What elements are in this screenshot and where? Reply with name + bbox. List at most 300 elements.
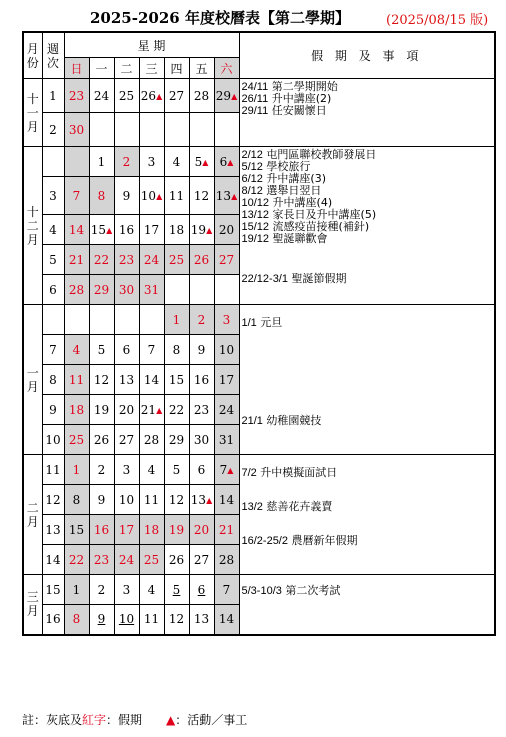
week-number: 13: [42, 515, 64, 545]
day-cell: [64, 575, 89, 605]
day-cell: [189, 575, 214, 605]
day-number: 11: [68, 372, 85, 387]
day-number: 13: [215, 188, 232, 203]
day-number: 17: [143, 222, 160, 237]
day-cell: [164, 215, 189, 245]
week-number: 1: [42, 79, 64, 113]
day-cell: [114, 335, 139, 365]
day-cell: [114, 575, 139, 605]
event-text: 升中講座(2): [271, 92, 332, 105]
day-cell: [214, 425, 239, 455]
day-number: 4: [147, 582, 156, 597]
day-cell: [139, 545, 164, 575]
day-number: 17: [118, 522, 135, 537]
day-cell: [214, 575, 239, 605]
day-number: 18: [143, 522, 160, 537]
day-number: 10: [118, 492, 135, 507]
day-number: 9: [97, 492, 106, 507]
calendar-week-row: [23, 305, 495, 335]
event-text: 流感疫苗接種(補針): [272, 220, 370, 233]
day-number: 6: [122, 342, 131, 357]
day-cell: [189, 605, 214, 635]
day-cell: [89, 305, 114, 335]
day-number: 30: [68, 122, 85, 137]
day-number: 2: [197, 312, 206, 327]
day-cell: [64, 305, 89, 335]
day-cell: [64, 215, 89, 245]
activity-triangle-icon: ▲: [202, 157, 209, 167]
day-number: 19: [190, 222, 207, 237]
day-number: 24: [218, 402, 235, 417]
month-label: 十 一 月: [23, 79, 42, 147]
event-date: 1/1: [241, 317, 257, 329]
day-cell: [114, 79, 139, 113]
day-cell: [139, 425, 164, 455]
day-number: 14: [143, 372, 160, 387]
day-cell: [114, 245, 139, 275]
version-label: (2025/08/15 版): [386, 13, 489, 28]
day-number: 8: [72, 612, 81, 627]
day-number: 25: [118, 88, 135, 103]
calendar-week-row: [23, 455, 495, 485]
day-number: 4: [172, 154, 181, 169]
day-number: 22: [68, 552, 85, 567]
event-text: 升中模擬面試日: [260, 466, 338, 479]
day-cell: [64, 147, 89, 177]
day-number: 28: [193, 88, 210, 103]
activity-triangle-icon: ▲: [231, 91, 238, 101]
day-cell: [89, 275, 114, 305]
day-number: 1: [72, 462, 81, 477]
legend-triangle-icon: ▲: [166, 713, 176, 727]
day-cell: [189, 545, 214, 575]
day-number: 15: [90, 222, 107, 237]
day-number: 17: [218, 372, 235, 387]
day-cell: [139, 305, 164, 335]
legend-middle: ：假期: [106, 713, 167, 727]
event-text: 升中講座(3): [266, 172, 327, 185]
day-cell: [64, 79, 89, 113]
day-cell: [164, 147, 189, 177]
month-label: 十 二 月: [23, 147, 42, 305]
day-cell: [139, 113, 164, 147]
day-cell: [164, 275, 189, 305]
activity-triangle-icon: ▲: [156, 191, 163, 201]
day-number: 24: [118, 552, 135, 567]
day-number: 2: [97, 462, 106, 477]
day-number: 5: [172, 462, 181, 477]
day-number: 28: [218, 552, 235, 567]
weekday-header-1: 一: [89, 58, 114, 79]
calendar-table: [22, 31, 496, 636]
day-cell: [139, 605, 164, 635]
day-cell: [89, 177, 114, 215]
day-number: 12: [168, 612, 185, 627]
day-cell: [164, 425, 189, 455]
event-text: 屯門區聯校教師發展日: [266, 148, 377, 161]
day-number: 9: [122, 188, 131, 203]
event-text: 第二次考試: [285, 584, 341, 597]
day-cell: [164, 485, 189, 515]
day-cell: [89, 395, 114, 425]
events-header: 假 期 及 事 項: [239, 32, 495, 79]
day-cell: [114, 605, 139, 635]
day-number: 6: [219, 154, 228, 169]
weekday-header-2: 二: [114, 58, 139, 79]
day-number: 8: [72, 492, 81, 507]
day-number: 1: [172, 312, 181, 327]
day-cell: [214, 113, 239, 147]
event-date: 19/12: [241, 233, 270, 245]
day-cell: [114, 545, 139, 575]
day-number: 31: [143, 282, 160, 297]
day-number: 9: [97, 612, 106, 627]
day-cell: [189, 335, 214, 365]
event-date: 16/2-25/2: [241, 535, 288, 547]
day-cell: [139, 275, 164, 305]
event-text: 聖誕聯歡會: [272, 232, 328, 245]
day-cell: [164, 605, 189, 635]
day-cell: [64, 365, 89, 395]
day-number: 3: [122, 582, 131, 597]
event-item: [242, 535, 495, 547]
day-number: 5: [97, 342, 106, 357]
day-cell: [164, 113, 189, 147]
day-cell: [214, 245, 239, 275]
week-number: 8: [42, 365, 64, 395]
day-number: 31: [218, 432, 235, 447]
event-text: 升中講座(4): [272, 196, 333, 209]
day-cell: [64, 455, 89, 485]
day-number: 20: [218, 222, 235, 237]
event-date: 7/2: [241, 467, 257, 479]
event-text: 選舉日翌日: [266, 184, 322, 197]
day-cell: [89, 147, 114, 177]
event-date: 13/2: [241, 501, 263, 513]
day-number: 3: [122, 462, 131, 477]
day-number: 23: [93, 552, 110, 567]
day-cell: [64, 335, 89, 365]
day-cell: [164, 177, 189, 215]
event-item: [242, 233, 495, 245]
event-date: 6/12: [241, 173, 263, 185]
day-cell: [189, 365, 214, 395]
day-cell: [114, 113, 139, 147]
event-item: [242, 501, 495, 513]
event-item: [242, 585, 495, 597]
day-number: 26: [93, 432, 110, 447]
day-number: 10: [140, 188, 157, 203]
day-cell: [89, 245, 114, 275]
weekday-header-6: 六: [214, 58, 239, 79]
day-number: 27: [218, 252, 235, 267]
event-text: 農曆新年假期: [291, 534, 358, 547]
day-number: 12: [168, 492, 185, 507]
day-cell: [189, 147, 214, 177]
week-number: 2: [42, 113, 64, 147]
week-number: 6: [42, 275, 64, 305]
day-cell: [214, 455, 239, 485]
week-number: 14: [42, 545, 64, 575]
day-number: 24: [143, 252, 160, 267]
day-number: 1: [97, 154, 106, 169]
day-number: 22: [168, 402, 185, 417]
day-cell: [139, 455, 164, 485]
day-cell: [164, 395, 189, 425]
event-item: [242, 467, 495, 479]
event-date: 29/11: [241, 105, 269, 117]
day-cell: [89, 575, 114, 605]
day-cell: [114, 147, 139, 177]
day-number: 24: [93, 88, 110, 103]
event-date: 2/12: [241, 149, 263, 161]
day-cell: [139, 177, 164, 215]
day-number: 3: [147, 154, 156, 169]
day-cell: [164, 515, 189, 545]
month-events: [239, 455, 495, 575]
day-number: 27: [168, 88, 185, 103]
day-number: 19: [168, 522, 185, 537]
day-number: 12: [193, 188, 210, 203]
calendar-week-row: [23, 575, 495, 605]
event-text: 第二學期開始: [271, 80, 338, 93]
day-cell: [114, 215, 139, 245]
day-cell: [89, 113, 114, 147]
day-cell: [64, 605, 89, 635]
weekday-header-4: 四: [164, 58, 189, 79]
day-number: 14: [68, 222, 85, 237]
day-cell: [89, 545, 114, 575]
day-number: 27: [193, 552, 210, 567]
day-cell: [189, 79, 214, 113]
day-cell: [139, 575, 164, 605]
day-number: 14: [218, 612, 235, 627]
event-item: [242, 415, 495, 427]
event-item: [242, 273, 495, 285]
event-text: 家長日及升中講座(5): [272, 208, 377, 221]
day-number: 10: [218, 342, 235, 357]
week-number: 9: [42, 395, 64, 425]
day-cell: [89, 485, 114, 515]
day-number: 29: [93, 282, 110, 297]
day-cell: [139, 215, 164, 245]
weekday-header-0: 日: [64, 58, 89, 79]
title-row: [0, 4, 506, 28]
day-cell: [189, 113, 214, 147]
day-cell: [214, 335, 239, 365]
event-text: 學校旅行: [266, 160, 311, 173]
month-events: [239, 575, 495, 635]
activity-triangle-icon: ▲: [206, 225, 213, 235]
day-cell: [214, 395, 239, 425]
week-number: 15: [42, 575, 64, 605]
day-number: 5: [194, 154, 203, 169]
day-number: 16: [93, 522, 110, 537]
week-number: 3: [42, 177, 64, 215]
day-cell: [114, 365, 139, 395]
day-cell: [214, 485, 239, 515]
day-cell: [114, 485, 139, 515]
day-number: 25: [68, 432, 85, 447]
day-cell: [64, 245, 89, 275]
event-date: 21/1: [241, 415, 263, 427]
calendar-week-row: [23, 79, 495, 113]
week-number: 11: [42, 455, 64, 485]
day-number: 28: [143, 432, 160, 447]
activity-triangle-icon: ▲: [206, 495, 213, 505]
day-number: 3: [222, 312, 231, 327]
day-cell: [139, 395, 164, 425]
day-number: 11: [168, 188, 185, 203]
month-label: 三 月: [23, 575, 42, 635]
day-number: 29: [168, 432, 185, 447]
day-number: 9: [197, 342, 206, 357]
calendar-body: [23, 79, 495, 635]
day-cell: [89, 515, 114, 545]
day-number: 21: [140, 402, 157, 417]
day-cell: [214, 515, 239, 545]
day-cell: [64, 395, 89, 425]
day-number: 23: [118, 252, 135, 267]
legend-red-word: 紅字: [82, 713, 107, 727]
event-date: 8/12: [241, 185, 263, 197]
activity-triangle-icon: ▲: [231, 191, 238, 201]
legend-suffix: ：活動／事工: [175, 713, 248, 727]
day-number: 11: [143, 612, 160, 627]
day-number: 7: [72, 188, 81, 203]
week-number: 7: [42, 335, 64, 365]
day-number: 26: [140, 88, 157, 103]
day-cell: [214, 215, 239, 245]
day-cell: [64, 113, 89, 147]
day-number: 2: [97, 582, 106, 597]
day-number: 8: [172, 342, 181, 357]
day-cell: [89, 365, 114, 395]
day-number: 5: [172, 582, 181, 597]
activity-triangle-icon: ▲: [156, 91, 163, 101]
day-number: 22: [93, 252, 110, 267]
day-cell: [114, 395, 139, 425]
day-cell: [189, 177, 214, 215]
day-number: 21: [68, 252, 85, 267]
day-cell: [214, 605, 239, 635]
weekday-group-header: 星 期: [64, 32, 239, 58]
event-item: [242, 317, 495, 329]
day-cell: [214, 79, 239, 113]
week-number: 16: [42, 605, 64, 635]
day-cell: [164, 79, 189, 113]
day-number: 6: [197, 462, 206, 477]
day-cell: [214, 305, 239, 335]
day-cell: [64, 515, 89, 545]
event-date: 13/12: [241, 209, 270, 221]
day-cell: [89, 455, 114, 485]
day-cell: [64, 177, 89, 215]
day-cell: [139, 485, 164, 515]
day-cell: [64, 275, 89, 305]
event-text: 元旦: [260, 316, 283, 329]
event-date: 22/12-3/1: [241, 273, 288, 285]
weekday-header-5: 五: [189, 58, 214, 79]
event-date: 5/3-10/3: [241, 585, 282, 597]
day-number: 20: [118, 402, 135, 417]
day-cell: [214, 275, 239, 305]
event-date: 5/12: [241, 161, 263, 173]
day-cell: [139, 79, 164, 113]
day-cell: [89, 335, 114, 365]
day-cell: [214, 177, 239, 215]
month-events: [239, 305, 495, 455]
weekday-header-3: 三: [139, 58, 164, 79]
day-cell: [114, 275, 139, 305]
day-number: 29: [215, 88, 232, 103]
day-cell: [189, 515, 214, 545]
day-cell: [189, 275, 214, 305]
activity-triangle-icon: ▲: [227, 465, 234, 475]
day-cell: [89, 425, 114, 455]
day-number: 16: [118, 222, 135, 237]
event-text: 慈善花卉義賣: [266, 500, 333, 513]
day-cell: [164, 455, 189, 485]
day-cell: [189, 395, 214, 425]
day-number: 19: [93, 402, 110, 417]
day-cell: [214, 147, 239, 177]
day-cell: [114, 425, 139, 455]
day-number: 4: [72, 342, 81, 357]
legend-footer: [22, 711, 502, 731]
day-number: 23: [68, 88, 85, 103]
day-number: 12: [93, 372, 110, 387]
day-cell: [214, 545, 239, 575]
month-events: [239, 147, 495, 305]
day-number: 1: [72, 582, 81, 597]
day-cell: [89, 79, 114, 113]
month-header: 月 份: [23, 32, 42, 79]
day-cell: [189, 455, 214, 485]
day-cell: [64, 545, 89, 575]
day-number: 13: [193, 612, 210, 627]
day-number: 25: [168, 252, 185, 267]
event-text: 幼稚園競技: [266, 414, 322, 427]
day-cell: [189, 485, 214, 515]
day-cell: [164, 245, 189, 275]
day-cell: [164, 335, 189, 365]
day-cell: [139, 515, 164, 545]
event-text: 任安關懷日: [271, 104, 327, 117]
event-date: 15/12: [241, 221, 270, 233]
day-number: 7: [222, 582, 231, 597]
day-cell: [164, 305, 189, 335]
day-number: 18: [168, 222, 185, 237]
day-cell: [114, 305, 139, 335]
day-number: 16: [193, 372, 210, 387]
day-number: 13: [190, 492, 207, 507]
day-number: 4: [147, 462, 156, 477]
day-cell: [164, 365, 189, 395]
day-number: 28: [68, 282, 85, 297]
event-date: 24/11: [241, 81, 269, 93]
day-number: 25: [143, 552, 160, 567]
month-label: 一 月: [23, 305, 42, 455]
day-cell: [114, 177, 139, 215]
day-number: 26: [193, 252, 210, 267]
week-number: 10: [42, 425, 64, 455]
day-number: 15: [168, 372, 185, 387]
day-cell: [214, 365, 239, 395]
day-number: 2: [122, 154, 131, 169]
day-cell: [139, 365, 164, 395]
day-number: 21: [218, 522, 235, 537]
